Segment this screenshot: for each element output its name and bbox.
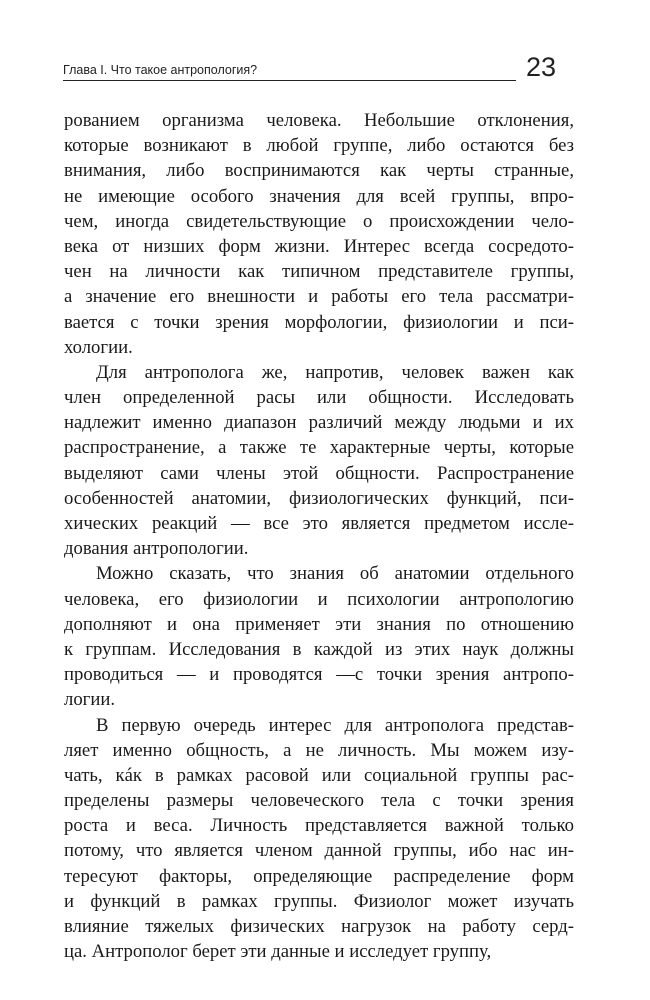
- text-line: дования антропологии.: [64, 538, 249, 560]
- text-line: Можно сказать, что знания об анатомии отдельного: [96, 563, 574, 585]
- text-line: чать, кáк в рамках расовой или социальной группы рас-: [64, 764, 574, 786]
- text-line: особенностей анатомии, физиологических функций, пси-: [64, 487, 574, 509]
- text-line: которые возникают в любой группе, либо остаются без: [64, 135, 574, 157]
- text-line: В первую очередь интерес для антрополога представ-: [96, 714, 574, 736]
- text-line: тересуют факторы, определяющие распределение форм: [64, 865, 574, 887]
- body-text: [64, 108, 574, 964]
- text-line: выделяют сами члены этой общности. Распространение: [64, 462, 574, 484]
- text-line: человека, его физиологии и психологии антропологию: [64, 588, 574, 610]
- chapter-title: Глава I. Что такое антропология?: [63, 63, 258, 77]
- text-line: не имеющие особого значения для всей группы, впро-: [64, 185, 574, 207]
- text-line: распространение, а также те характерные черты, которые: [64, 437, 574, 459]
- text-line: логии.: [64, 689, 116, 711]
- text-line: надлежит именно диапазон различий между людьми и их: [64, 412, 574, 434]
- text-line: дополняют и она применяет эти знания по отношению: [64, 613, 574, 635]
- text-line: Для антрополога же, напротив, человек важен как: [96, 361, 574, 383]
- text-line: ца. Антрополог берет эти данные и исследует группу,: [64, 941, 492, 963]
- text-line: к группам. Исследования в каждой из этих наук должны: [64, 638, 574, 660]
- text-line: хологии.: [64, 336, 133, 358]
- text-line: века от низших форм жизни. Интерес всегда сосредото-: [64, 235, 574, 257]
- text-line: влияние тяжелых физических нагрузок на работу серд-: [64, 916, 574, 937]
- page-number: 23: [526, 52, 557, 82]
- text-line: чен на личности как типичном представителе группы,: [64, 261, 574, 283]
- text-line: проводиться — и проводятся —с точки зрения антропо-: [64, 664, 574, 686]
- text-line: а значение его внешности и работы его тела рассматри-: [64, 286, 574, 308]
- text-line: чем, иногда свидетельствующие о происхождении чело-: [64, 210, 574, 232]
- text-line: роста и веса. Личность представляется важной только: [64, 815, 574, 837]
- text-line: потому, что является членом данной группы, ибо нас ин-: [64, 840, 574, 862]
- text-line: рованием организма человека. Небольшие отклонения,: [64, 110, 574, 131]
- running-head: [63, 60, 516, 81]
- text-line: и функций в рамках группы. Физиолог может изучать: [64, 890, 574, 912]
- text-line: ляет именно общность, а не личность. Мы можем изу-: [64, 739, 574, 761]
- text-line: пределены размеры человеческого тела с точки зрения: [64, 790, 574, 812]
- text-line: хических реакций — все это является предметом иссле-: [64, 513, 574, 534]
- text-line: член определенной расы или общности. Исследовать: [64, 387, 574, 409]
- text-line: вается с точки зрения морфологии, физиологии и пси-: [64, 311, 574, 333]
- text-line: внимания, либо воспринимаются как черты странные,: [64, 160, 574, 182]
